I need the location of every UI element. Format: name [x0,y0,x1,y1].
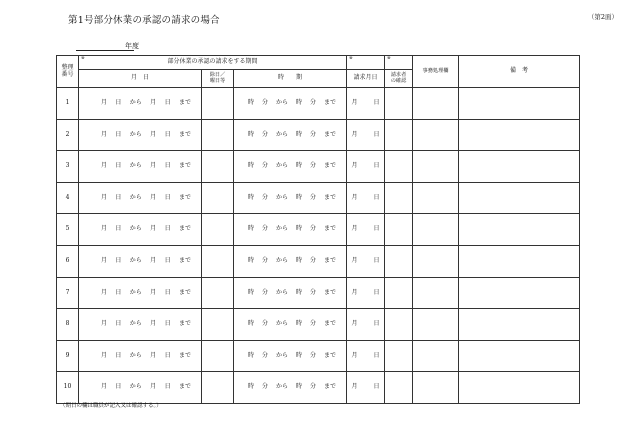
weekday-cell[interactable] [202,277,234,309]
table-row [57,340,580,372]
date-range-cell[interactable]: 月 日 から 月 日 まで [79,277,202,309]
office-processing-cell[interactable] [413,214,459,246]
remarks-cell[interactable] [459,309,580,341]
header-cell-number: 整理 番号 [57,56,79,88]
remarks-cell[interactable] [459,88,580,120]
header-cell-time: 時 期 [234,70,347,88]
date-range-cell[interactable]: 月 日 から 月 日 まで [79,151,202,183]
row-number: 8 [57,309,79,341]
circle-mark: ※ [81,56,85,61]
weekday-cell[interactable] [202,245,234,277]
requester-confirm-cell[interactable] [385,309,413,341]
office-processing-cell[interactable] [413,245,459,277]
time-range-cell[interactable]: 時 分 から 時 分 まで [234,119,347,151]
requester-confirm-cell[interactable] [385,340,413,372]
header-cell-period: ※ 部分休業の承認の請求をする期間 [79,56,347,70]
remarks-cell[interactable] [459,372,580,404]
table-row [57,309,580,341]
row-number: 7 [57,277,79,309]
remarks-cell[interactable] [459,214,580,246]
time-range-cell[interactable]: 時 分 から 時 分 まで [234,340,347,372]
request-date-cell[interactable]: 月 日 [347,245,385,277]
row-number: 1 [57,88,79,120]
request-date-cell[interactable]: 月 日 [347,309,385,341]
table-row [57,372,580,404]
time-range-cell[interactable]: 時 分 から 時 分 まで [234,245,347,277]
header-cell-request-date: 請求月日 [347,70,385,88]
requester-confirm-cell[interactable] [385,182,413,214]
row-number: 4 [57,182,79,214]
date-range-cell[interactable]: 月 日 から 月 日 まで [79,119,202,151]
request-date-cell[interactable]: 月 日 [347,277,385,309]
requester-confirm-cell[interactable] [385,372,413,404]
request-date-cell[interactable]: 月 日 [347,372,385,404]
time-range-cell[interactable]: 時 分 から 時 分 まで [234,151,347,183]
date-range-cell[interactable]: 月 日 から 月 日 まで [79,340,202,372]
date-range-cell[interactable]: 月 日 から 月 日 まで [79,214,202,246]
table-row [57,119,580,151]
office-processing-cell[interactable] [413,372,459,404]
time-range-cell[interactable]: 時 分 から 時 分 まで [234,309,347,341]
time-range-cell[interactable]: 時 分 から 時 分 まで [234,277,347,309]
requester-confirm-cell[interactable] [385,151,413,183]
office-processing-cell[interactable] [413,277,459,309]
requester-confirm-cell[interactable] [385,277,413,309]
remarks-cell[interactable] [459,182,580,214]
table-row [57,182,580,214]
header-cell-weekday: 除日／ 曜日等 [202,70,234,88]
weekday-cell[interactable] [202,309,234,341]
row-number: 6 [57,245,79,277]
weekday-cell[interactable] [202,340,234,372]
table-row [57,277,580,309]
time-range-cell[interactable]: 時 分 から 時 分 まで [234,372,347,404]
request-date-cell[interactable]: 月 日 [347,119,385,151]
row-number: 2 [57,119,79,151]
office-processing-cell[interactable] [413,88,459,120]
header-cell-date: 月 日 [79,70,202,88]
request-date-cell[interactable]: 月 日 [347,340,385,372]
remarks-cell[interactable] [459,277,580,309]
footnote: （期日の欄は職員が記入又は確認する。） [60,403,162,409]
time-range-cell[interactable]: 時 分 から 時 分 まで [234,88,347,120]
date-range-cell[interactable]: 月 日 から 月 日 まで [79,88,202,120]
remarks-cell[interactable] [459,151,580,183]
request-date-cell[interactable]: 月 日 [347,182,385,214]
weekday-cell[interactable] [202,88,234,120]
date-range-cell[interactable]: 月 日 から 月 日 まで [79,182,202,214]
header-mark-requester: ※ [385,56,413,70]
office-processing-cell[interactable] [413,182,459,214]
requester-confirm-cell[interactable] [385,214,413,246]
remarks-cell[interactable] [459,340,580,372]
row-number: 10 [57,372,79,404]
requester-confirm-cell[interactable] [385,119,413,151]
row-number: 5 [57,214,79,246]
time-range-cell[interactable]: 時 分 から 時 分 まで [234,182,347,214]
request-date-cell[interactable]: 月 日 [347,151,385,183]
header-cell-office: 事務処理欄 [413,56,459,88]
form-title: 第1号部分休業の承認の請求の場合 [68,15,220,26]
weekday-cell[interactable] [202,151,234,183]
date-range-cell[interactable]: 月 日 から 月 日 まで [79,245,202,277]
year-label: 年度 [125,42,139,50]
table-row [57,214,580,246]
weekday-cell[interactable] [202,372,234,404]
office-processing-cell[interactable] [413,309,459,341]
date-range-cell[interactable]: 月 日 から 月 日 まで [79,309,202,341]
request-date-cell[interactable]: 月 日 [347,214,385,246]
date-range-cell[interactable]: 月 日 から 月 日 まで [79,372,202,404]
year-field[interactable] [60,40,155,52]
office-processing-cell[interactable] [413,340,459,372]
row-number: 3 [57,151,79,183]
weekday-cell[interactable] [202,119,234,151]
office-processing-cell[interactable] [413,151,459,183]
header-cell-requester-confirm: 請求者 の確認 [385,70,413,88]
weekday-cell[interactable] [202,182,234,214]
header-cell-remarks: 備 考 [459,56,580,88]
request-date-cell[interactable]: 月 日 [347,88,385,120]
table-row [57,88,580,120]
office-processing-cell[interactable] [413,119,459,151]
partial-leave-request-table [56,55,580,404]
remarks-cell[interactable] [459,245,580,277]
weekday-cell[interactable] [202,214,234,246]
table-row [57,245,580,277]
row-number: 9 [57,340,79,372]
requester-confirm-cell[interactable] [385,88,413,120]
header-mark-request-date: ※ [347,56,385,70]
page-number: （第2面） [587,13,618,21]
time-range-cell[interactable]: 時 分 から 時 分 まで [234,214,347,246]
remarks-cell[interactable] [459,119,580,151]
requester-confirm-cell[interactable] [385,245,413,277]
table-row [57,151,580,183]
